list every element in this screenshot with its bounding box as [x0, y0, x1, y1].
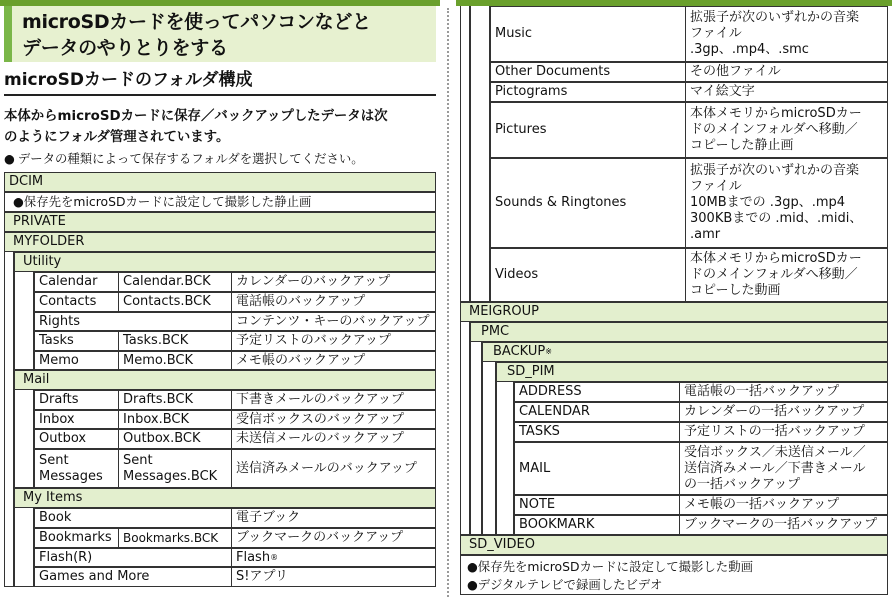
folder-row-meigroup	[460, 302, 888, 322]
description-line: 本体メモリからmicroSDカー	[690, 106, 862, 121]
section-heading	[4, 6, 436, 62]
description-line: ドのメインフォルダへ移動／	[690, 122, 858, 137]
note	[4, 150, 436, 168]
description-text: 送信済みメールのバックアップ	[236, 460, 417, 476]
backup-file-cell: Bookmarks.BCK	[118, 529, 230, 547]
backup-file-line: Sent	[123, 452, 153, 468]
file-row	[490, 62, 888, 82]
backup-file-cell: Outbox.BCK	[118, 430, 230, 448]
description-line: ブックマークの一括バックアップ	[684, 517, 878, 532]
description-line: マイ絵文字	[690, 84, 755, 99]
description-text: 予定リストのバックアップ	[236, 333, 391, 348]
right-column	[456, 0, 892, 597]
folder-name-cell: Memo	[39, 352, 79, 368]
file-row	[514, 402, 888, 422]
description-cell	[231, 430, 437, 448]
file-row	[34, 429, 436, 449]
description-cell	[231, 352, 437, 369]
intro-line-2: のようにフォルダ管理されています。	[4, 130, 230, 145]
folder-name-cell: Inbox	[39, 411, 75, 427]
indent-strip	[460, 322, 470, 535]
folder-name: SD_VIDEO	[469, 537, 535, 552]
registered-mark: ®	[270, 552, 279, 562]
description-line: コピーした静止画	[690, 138, 794, 153]
description-text: ブックマークのバックアップ	[236, 530, 404, 545]
description-cell	[231, 549, 437, 566]
description-cell	[679, 516, 889, 534]
backup-file-line: Messages.BCK	[123, 468, 218, 484]
file-row	[514, 422, 888, 442]
note-text: データの種類によって保存するフォルダを選択してください。	[17, 151, 364, 166]
file-row	[34, 292, 436, 312]
indent-strip	[470, 6, 490, 302]
description-line: 本体メモリからmicroSDカー	[690, 251, 862, 266]
description-cell	[685, 63, 889, 81]
file-row	[34, 272, 436, 292]
file-row	[34, 331, 436, 351]
description-cell	[231, 391, 437, 409]
folder-name: MEIGROUP	[469, 304, 539, 319]
description-text: 受信ボックスのバックアップ	[236, 411, 404, 427]
file-row	[34, 567, 436, 587]
sd-video-desc-row	[460, 555, 888, 595]
folder-name-cell: Flash(R)	[39, 549, 93, 565]
description-line: .amr	[690, 227, 721, 242]
file-row	[490, 82, 888, 102]
description-cell	[679, 383, 889, 401]
folder-row-myitems	[14, 488, 436, 508]
subheading: microSDカードのフォルダ構成	[4, 66, 436, 96]
description-cell	[231, 273, 437, 291]
description-text: 電話帳のバックアップ	[236, 294, 366, 309]
description-text: 未送信メールのバックアップ	[236, 431, 404, 446]
description-line: 拡張子が次のいずれかの音楽	[690, 10, 860, 25]
folder-row-private	[4, 212, 436, 232]
description-cell	[679, 403, 889, 421]
description-line: ファイル	[690, 179, 742, 194]
folder-name-cell: Tasks	[39, 333, 74, 348]
file-row	[490, 6, 888, 62]
description-line: コピーした動画	[690, 283, 781, 298]
intro-line-1: 本体からmicroSDカードに保存／バックアップしたデータは次	[4, 109, 388, 124]
folder-row-sd-video	[460, 535, 888, 555]
folder-name-cell: MAIL	[519, 460, 551, 476]
folder-name-cell: Games and More	[39, 569, 150, 584]
folder-name: Utility	[23, 254, 62, 269]
folder-name: DCIM	[9, 174, 44, 189]
folder-name-cell: NOTE	[519, 497, 556, 512]
folder-name-cell: Calendar	[39, 274, 98, 289]
file-row	[514, 442, 888, 495]
file-row	[34, 410, 436, 429]
backup-file-cell: Tasks.BCK	[118, 332, 230, 350]
heading-line-2: データのやりとりをする	[22, 37, 228, 59]
folder-row-pmc	[470, 322, 888, 342]
file-row	[34, 528, 436, 548]
description-cell	[231, 293, 437, 311]
folder-row-backup	[482, 342, 888, 362]
description-cell	[231, 411, 437, 428]
backup-file-cell: Drafts.BCK	[118, 391, 230, 409]
description-text: 電子ブック	[236, 510, 301, 525]
file-row	[490, 158, 888, 248]
file-row	[34, 390, 436, 410]
dcim-desc: ●保存先をmicroSDカードに設定して撮影した静止画	[13, 194, 312, 209]
description-line: ドのメインフォルダへ移動／	[690, 267, 858, 282]
backup-note-mark: ※	[545, 347, 552, 356]
description-cell	[231, 332, 437, 350]
description-line: .3gp、.mp4、.smc	[690, 42, 809, 57]
folder-name-cell: Music	[495, 26, 532, 41]
indent-strip	[14, 272, 34, 370]
description-text: カレンダーのバックアップ	[236, 274, 391, 289]
backup-file-cell: Contacts.BCK	[118, 293, 230, 311]
folder-name: PMC	[481, 324, 510, 339]
indent-strip	[496, 382, 514, 535]
folder-name-cell: Drafts	[39, 392, 79, 407]
right-folder-table	[460, 6, 888, 590]
backup-file-cell: Inbox.BCK	[118, 411, 230, 428]
folder-name-cell: Pictograms	[495, 84, 568, 99]
description-cell	[231, 568, 437, 586]
file-row	[34, 508, 436, 528]
indent-strip	[482, 362, 496, 535]
indent-strip	[470, 342, 482, 535]
description-cell	[231, 529, 437, 547]
heading-line-1: microSDカードを使ってパソコンなどと	[22, 11, 371, 33]
file-row	[490, 248, 888, 302]
description-line: 送信済みメール／下書きメール	[684, 460, 866, 476]
folder-name-cell: Other Documents	[495, 64, 611, 79]
sd-video-desc-1: ●保存先をmicroSDカードに設定して撮影した動画	[467, 559, 753, 574]
description-line: ファイル	[690, 26, 742, 41]
file-row	[514, 382, 888, 402]
description-line: 受信ボックス／未送信メール／	[684, 444, 866, 460]
folder-name-cell: ADDRESS	[519, 384, 582, 399]
description-text: 下書きメールのバックアップ	[236, 392, 404, 407]
description-text: メモ帳のバックアップ	[236, 352, 366, 368]
file-row	[514, 495, 888, 515]
folder-name-cell: BOOKMARK	[519, 517, 595, 532]
folder-row-mail	[14, 370, 436, 390]
description-text: Flash	[236, 549, 271, 565]
description-cell	[231, 450, 437, 487]
description-line: 300KBまでの .mid、.midi、	[690, 211, 863, 226]
folder-name-cell: CALENDAR	[519, 404, 590, 419]
folder-name: MYFOLDER	[13, 234, 85, 249]
folder-name-cell: Rights	[39, 313, 81, 329]
file-row	[34, 449, 436, 488]
description-line: 電話帳の一括バックアップ	[684, 384, 840, 399]
description-cell	[679, 496, 889, 514]
description-line: の一括バックアップ	[684, 476, 801, 492]
folder-name-cell: TASKS	[519, 424, 560, 439]
file-row	[34, 351, 436, 370]
dcim-desc-row	[4, 192, 436, 212]
description-line: その他ファイル	[690, 64, 781, 79]
description-cell	[685, 83, 889, 101]
description-cell	[231, 509, 437, 527]
folder-name-cell: Outbox	[39, 431, 87, 446]
folder-row-sd-pim	[496, 362, 888, 382]
file-row	[34, 312, 436, 331]
folder-name-line: Messages	[39, 468, 103, 484]
folder-name: Mail	[23, 372, 50, 387]
folder-name: My Items	[23, 490, 83, 505]
folder-name	[489, 343, 552, 361]
indent-strip	[14, 508, 34, 587]
description-cell	[679, 423, 889, 441]
folder-name-cell: Bookmarks	[39, 530, 112, 545]
folder-name-line: Sent	[39, 452, 69, 468]
description-line: 10MBまでの .3gp、.mp4	[690, 195, 846, 210]
folder-name-cell	[35, 450, 117, 487]
description-line: メモ帳の一括バックアップ	[684, 497, 840, 512]
folder-name-cell: Book	[39, 510, 72, 525]
indent-strip	[460, 6, 470, 302]
description-line: 予定リストの一括バックアップ	[684, 424, 865, 439]
description-cell	[231, 313, 437, 330]
intro-text	[4, 106, 436, 148]
indent-strip	[14, 390, 34, 488]
description-cell	[685, 159, 889, 247]
folder-name-cell: Pictures	[495, 122, 547, 137]
backup-file-cell: Calendar.BCK	[118, 273, 230, 291]
description-line: 拡張子が次のいずれかの音楽	[690, 163, 860, 178]
folder-name: SD_PIM	[507, 364, 555, 379]
description-cell	[679, 443, 889, 494]
folder-name-cell: Contacts	[39, 294, 97, 309]
folder-row-myfolder	[4, 232, 436, 252]
file-row	[34, 548, 436, 567]
left-column	[0, 0, 442, 597]
folder-row-utility	[14, 252, 436, 272]
description-line: カレンダーの一括バックアップ	[684, 404, 865, 419]
indent-strip	[4, 252, 14, 587]
description-text: S!アプリ	[236, 569, 288, 584]
folder-name-cell: Sounds & Ringtones	[495, 195, 627, 210]
file-row	[514, 515, 888, 535]
backup-file-cell: Memo.BCK	[118, 352, 230, 369]
description-cell	[685, 103, 889, 157]
sd-video-desc-2: ●デジタルテレビで録画したビデオ	[467, 577, 663, 592]
backup-file-cell	[118, 450, 230, 487]
folder-name-cell: Videos	[495, 267, 539, 282]
description-text: コンテンツ・キーのバックアップ	[236, 313, 430, 329]
column-divider	[447, 8, 449, 597]
description-cell	[685, 7, 889, 61]
file-row	[490, 102, 888, 158]
folder-row-dcim	[4, 172, 436, 192]
bullet-icon: ●	[4, 151, 15, 166]
left-folder-table	[4, 172, 436, 587]
description-cell	[685, 249, 889, 301]
backup-label: BACKUP	[493, 344, 546, 359]
folder-name: PRIVATE	[13, 214, 66, 229]
